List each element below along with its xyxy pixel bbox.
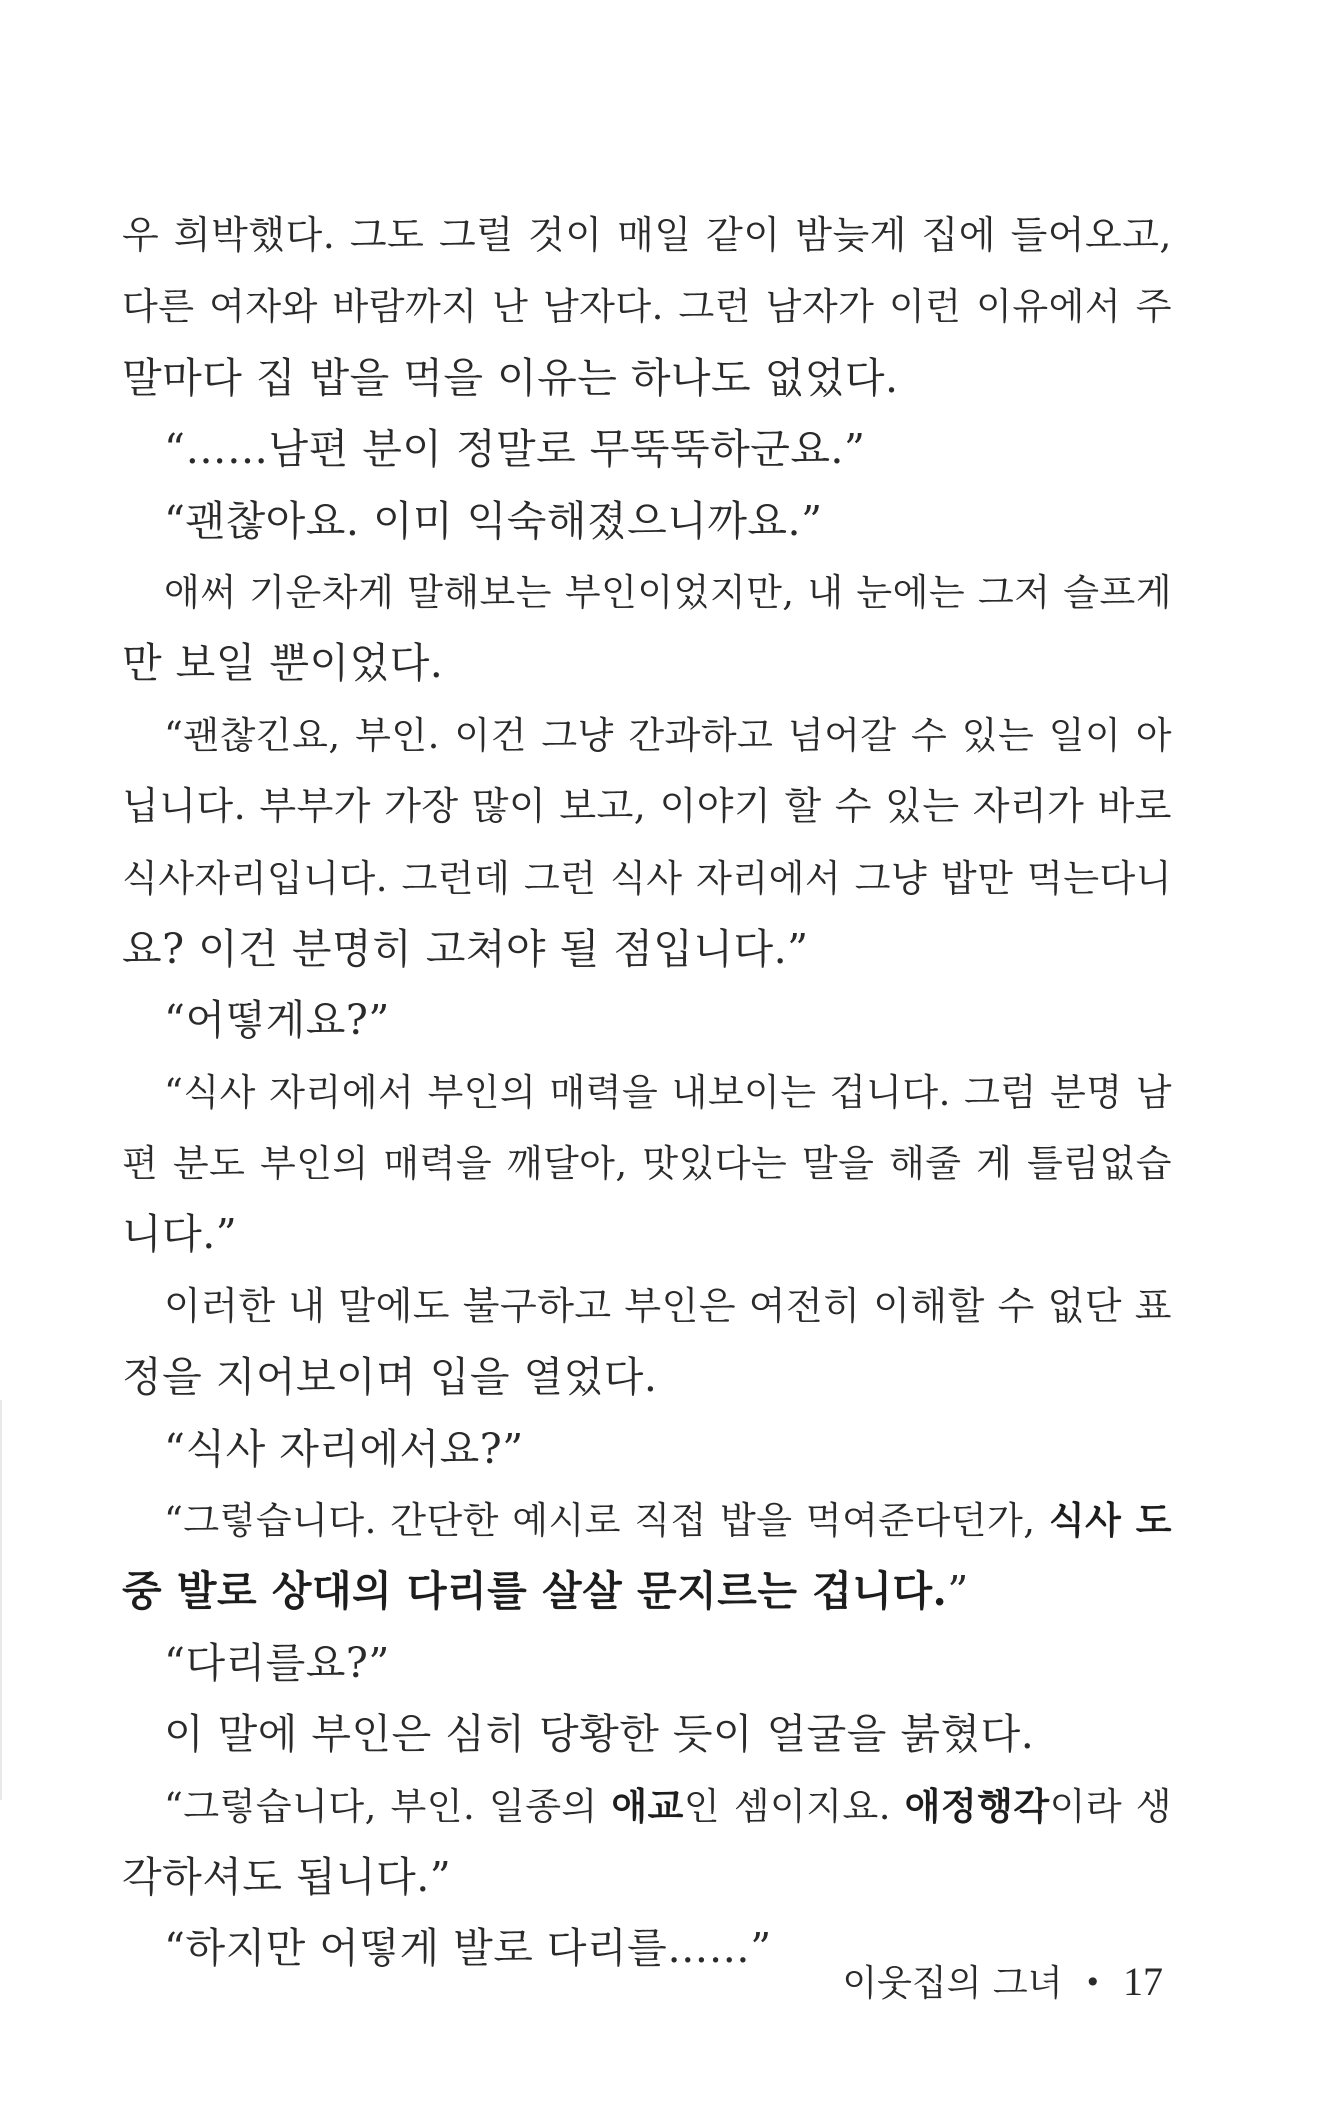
text-run: 이라 생 xyxy=(1049,1784,1172,1828)
text-run: 인 셈이지요. xyxy=(683,1784,905,1828)
text-line xyxy=(122,1556,1172,1627)
text-line: “괜찮아요. 이미 익숙해졌으니까요.” xyxy=(164,496,823,545)
text-run: “그렇습니다, 부인. 일종의 xyxy=(164,1784,612,1828)
text-line: 우 희박했다. 그도 그럴 것이 매일 같이 밤늦게 집에 들어오고, xyxy=(122,213,1172,257)
text-line: “괜찮긴요, 부인. 이건 그냥 간과하고 넘어갈 수 있는 일이 아 xyxy=(164,713,1172,757)
text-line: “다리를요?” xyxy=(164,1638,390,1687)
text-line: 말마다 집 밥을 먹을 이유는 하나도 없었다. xyxy=(122,353,899,402)
page-gutter-shadow xyxy=(0,1400,2,1800)
text-line: 니다.” xyxy=(122,1210,238,1259)
text-line: 정을 지어보이며 입을 열었다. xyxy=(122,1353,658,1402)
text-line: 요? 이건 분명히 고쳐야 될 점입니다.” xyxy=(122,924,809,973)
text-line xyxy=(122,1485,1172,1556)
text-line: 이 말에 부인은 심히 당황한 듯이 얼굴을 붉혔다. xyxy=(164,1710,1035,1759)
bold-emphasis: 애정행각 xyxy=(904,1783,1050,1828)
text-line: 각하셔도 됩니다.” xyxy=(122,1852,452,1901)
bold-emphasis: 중 발로 상대의 다리를 살살 문지르는 겁니다. xyxy=(122,1567,948,1616)
running-title: 이웃집의 그녀 xyxy=(842,1963,1063,2004)
text-line: “……남편 분이 정말로 무뚝뚝하군요.” xyxy=(164,425,866,474)
bold-emphasis: 애교 xyxy=(611,1783,684,1828)
text-run: “그렇습니다. 간단한 예시로 직접 밥을 먹여준다던가, xyxy=(164,1499,1049,1543)
text-line: 만 보일 뿐이었다. xyxy=(122,639,444,688)
text-line: 닙니다. 부부가 가장 많이 보고, 이야기 할 수 있는 자리가 바로 xyxy=(122,784,1172,829)
page-footer xyxy=(0,1958,1163,2008)
text-line xyxy=(122,1771,1172,1842)
text-line: “어떻게요?” xyxy=(164,996,390,1045)
page-number: 17 xyxy=(1123,1959,1163,2004)
footer-separator: • xyxy=(1084,1966,1101,1999)
text-line: 다른 여자와 바람까지 난 남자다. 그런 남자가 이런 이유에서 주 xyxy=(122,285,1172,329)
text-line: “식사 자리에서요?” xyxy=(164,1424,524,1473)
text-line: 식사자리입니다. 그런데 그런 식사 자리에서 그냥 밥만 먹는다니 xyxy=(122,856,1172,900)
bold-emphasis: 식사 도 xyxy=(1048,1498,1172,1543)
text-line: 편 분도 부인의 매력을 깨달아, 맛있다는 말을 해줄 게 틀림없습 xyxy=(122,1142,1172,1186)
text-line: “식사 자리에서 부인의 매력을 내보이는 겁니다. 그럼 분명 남 xyxy=(164,1070,1172,1114)
text-run: ” xyxy=(947,1567,969,1616)
text-line: “하지만 어떻게 발로 다리를……” xyxy=(164,1924,772,1973)
body-text xyxy=(122,200,1172,1985)
text-line: 이러한 내 말에도 불구하고 부인은 여전히 이해할 수 없단 표 xyxy=(164,1283,1172,1328)
text-line: 애써 기운차게 말해보는 부인이었지만, 내 눈에는 그저 슬프게 xyxy=(164,570,1172,614)
